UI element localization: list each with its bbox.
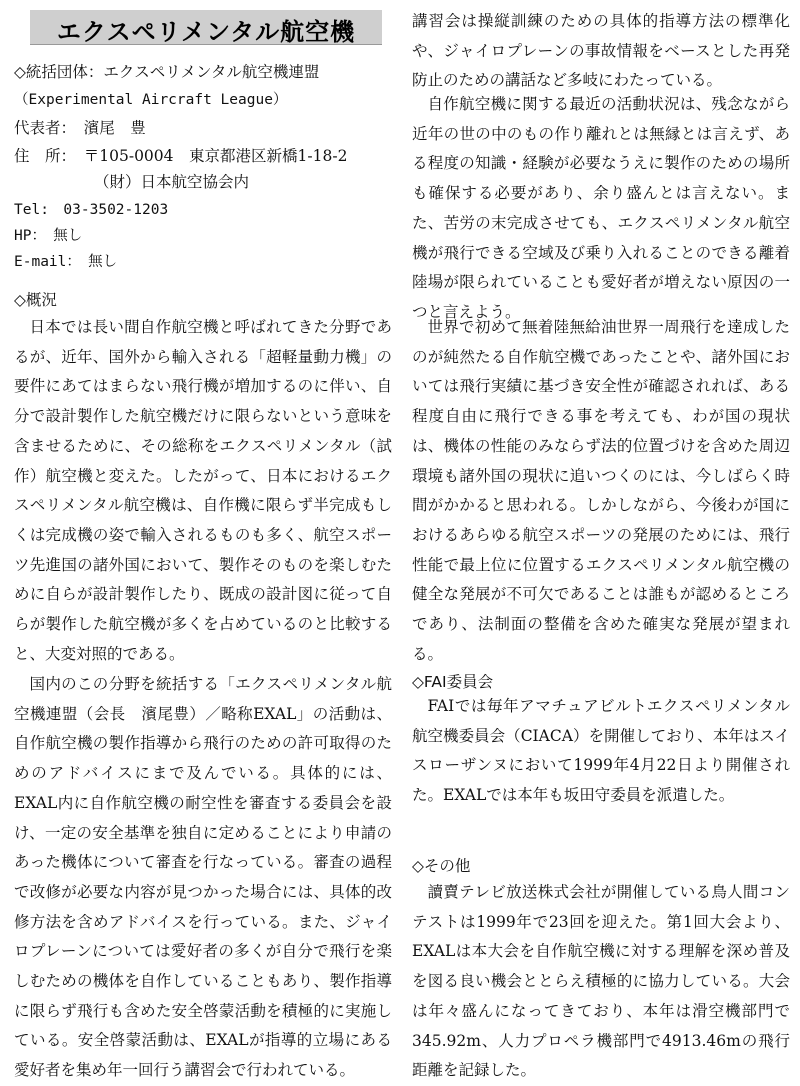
address-line-1: 住 所： 〒105-0004 東京都港区新橋1-18-2	[14, 147, 348, 165]
email-line: E-mail： 無し	[14, 254, 118, 270]
tel-line: Tel: 03-3502-1203	[14, 202, 169, 218]
overview-heading: ◇概況	[14, 291, 57, 309]
homepage-line: HP： 無し	[14, 228, 83, 244]
right-column	[412, 0, 790, 1085]
address-line-2: （財）日本航空協会内	[94, 173, 250, 191]
overview-paragraph-2: 国内のこの分野を統括する「エクスペリメンタル航空機連盟（会長 濱尾豊）／略称EXAL」の活動は、自作航空機の製作指導から飛行のための許可取得のためのアドバイスにまで及んでいる。具体的には、EXAL内に自作航空機の耐空性を審査する委員会を設け、一定の安全基準を独自に定めることにより申請のあった機体について審査を行なっている。審査の過程で改修が必要な内容が見つかった場合には、具体的改修方法を含めアドバイスを行っている。また、ジャイロプレーンについては愛好者の多くが自分で飛行を楽しむための機体を自作していることもあり、製作指導に限らず飛行も含めた安全啓蒙活動を積極的に実施している。安全啓蒙活動は、EXALが指導的立場にある愛好者を集め年一回行う講習会で行われている。	[14, 675, 392, 1080]
other-paragraph: 讀賣テレビ放送株式会社が開催している鳥人間コンテストは1999年で23回を迎えた。第1回大会より、EXALは本大会を自作航空機に対する理解を深め普及を図る良い機会ととらえ積極的に協力している。大会は年々盛んになってきており、本年は滑空機部門で345.92m、人力プロペラ機部門で4913.46mの飛行距離を記録した。	[412, 883, 790, 1080]
overview-paragraph-1: 日本では長い間自作航空機と呼ばれてきた分野であるが、近年、国外から輸入される「超軽量動力機」の要件にあてはまらない飛行機が増加するのに伴い、自分で設計製作した航空機だけに限らないという意味を含ませるために、その総称をエクスペリメンタル（試作）航空機と変えた。したがって、日本におけるエクスペリメンタル航空機は、自作機に限らず半完成もしくは完成機の姿で輸入されるものも多く、航空スポーツ先進国の諸外国において、製作そのものを楽しむために自らが設計製作したり、既成の設計図に従って自らが製作した航空機が多くを占めているのと比較すると、大変対照的である。	[14, 318, 392, 663]
other-heading: ◇その他	[412, 857, 471, 875]
fai-paragraph: FAIでは毎年アマチュアビルトエクスペリメンタル航空機委員会（CIACA）を開催しており、本年はスイスローザンヌにおいて1999年4月22日より開催された。EXALでは本年も坂田守委員を派遣した。	[412, 697, 790, 805]
org-line: ◇統括団体：エクスペリメンタル航空機連盟	[14, 63, 320, 81]
overview-paragraph-3: 講習会は操縦訓練のための具体的指導方法の標準化や、ジャイロプレーンの事故情報をベースとした再発防止のための講話など多岐にわたっている。	[412, 12, 790, 90]
overview-paragraph-5: 世界で初めて無着陸無給油世界一周飛行を達成したのが純然たる自作航空機であったことや、諸外国においては飛行実績に基づき安全性が確認されれば、ある程度自由に飛行できる事を考えても、わが国の現状は、機体の性能のみならず法的位置づけを含めた周辺環境も諸外国の現状に追いつくのには、今しばらく時間がかかると思われる。しかしながら、今後わが国におけるあらゆる航空スポーツの発展のためには、飛行性能で最上位に位置するエクスペリメンタル航空機の健全な発展が不可欠であることは誰もが認めるところであり、法制面の整備を含めた確実な発展が望まれる。	[412, 318, 790, 663]
fai-heading: ◇FAI委員会	[412, 673, 494, 691]
title-banner	[30, 10, 382, 45]
overview-paragraph-4: 自作航空機に関する最近の活動状況は、残念ながら近年の世の中のもの作り離れとは無縁とは言えず、ある程度の知識・経験が必要なうえに製作のための場所も確保する必要があり、余り盛んとは言えない。また、苦労の末完成させても、エクスペリメンタル航空機が飛行できる空域及び乗り入れることのできる離着陸場が限られていることも愛好者が増えない原因の一つと言えよう。	[412, 95, 790, 321]
representative-line: 代表者： 濱尾 豊	[14, 119, 146, 137]
left-column	[14, 0, 392, 1085]
page-title: エクスペリメンタル航空機	[56, 18, 356, 46]
org-english-name: （Experimental Aircraft League）	[14, 92, 288, 108]
